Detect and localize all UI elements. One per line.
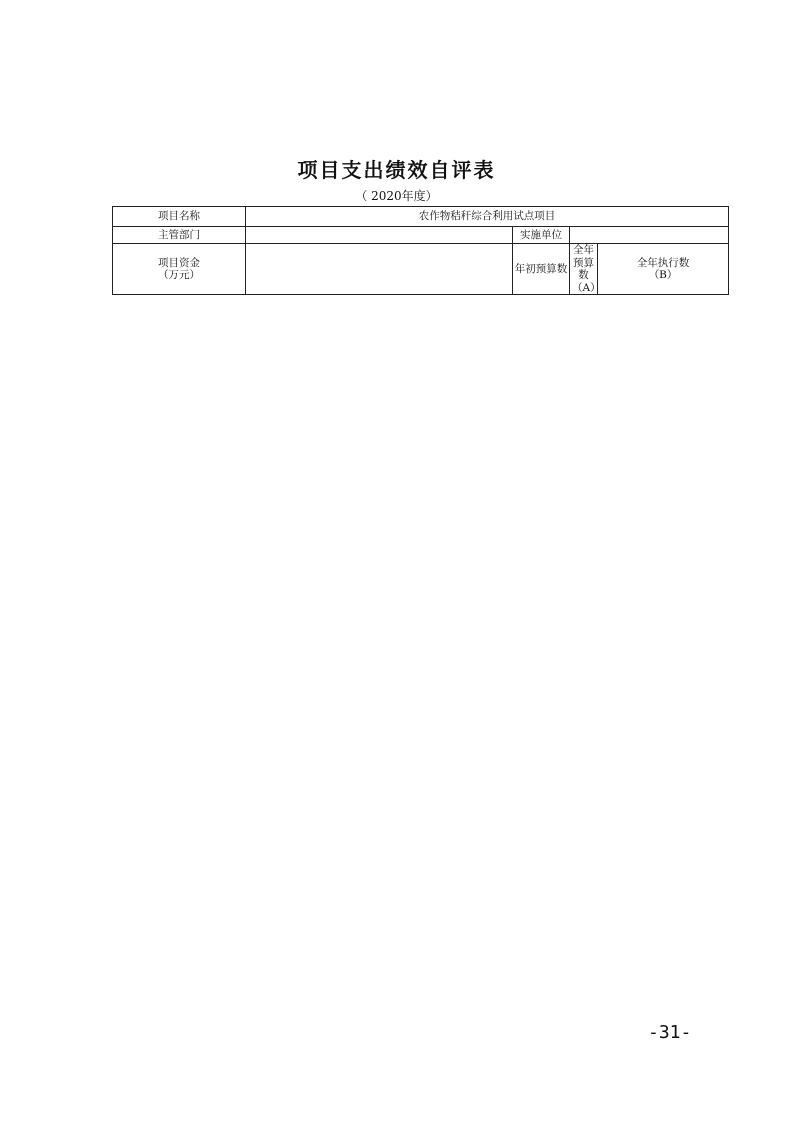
funds-col-header: 全年预算数 （A） [570,244,598,295]
funds-col-header: 全年执行数 （B） [598,244,729,295]
page-title: 项目支出绩效自评表 [297,158,496,182]
department-value [246,227,513,244]
funds-section [113,244,729,295]
implementing-unit-value [570,227,729,244]
project-name-value: 农作物秸秆综合利用试点项目 [246,207,729,227]
implementing-unit-label: 实施单位 [513,227,570,244]
funds-label: 项目资金 （万元） [113,244,246,295]
page-number: -31- [648,1022,692,1043]
project-name-label: 项目名称 [113,207,246,227]
project-name-row [113,207,729,227]
department-label: 主管部门 [113,227,246,244]
page-subtitle: （ 2020年度） [355,189,438,203]
funds-col-header: 年初预算数 [513,244,570,295]
funds-corner-cell [246,244,513,295]
performance-evaluation-table [112,206,729,295]
funds-header-row [113,244,729,295]
department-row [113,227,729,244]
